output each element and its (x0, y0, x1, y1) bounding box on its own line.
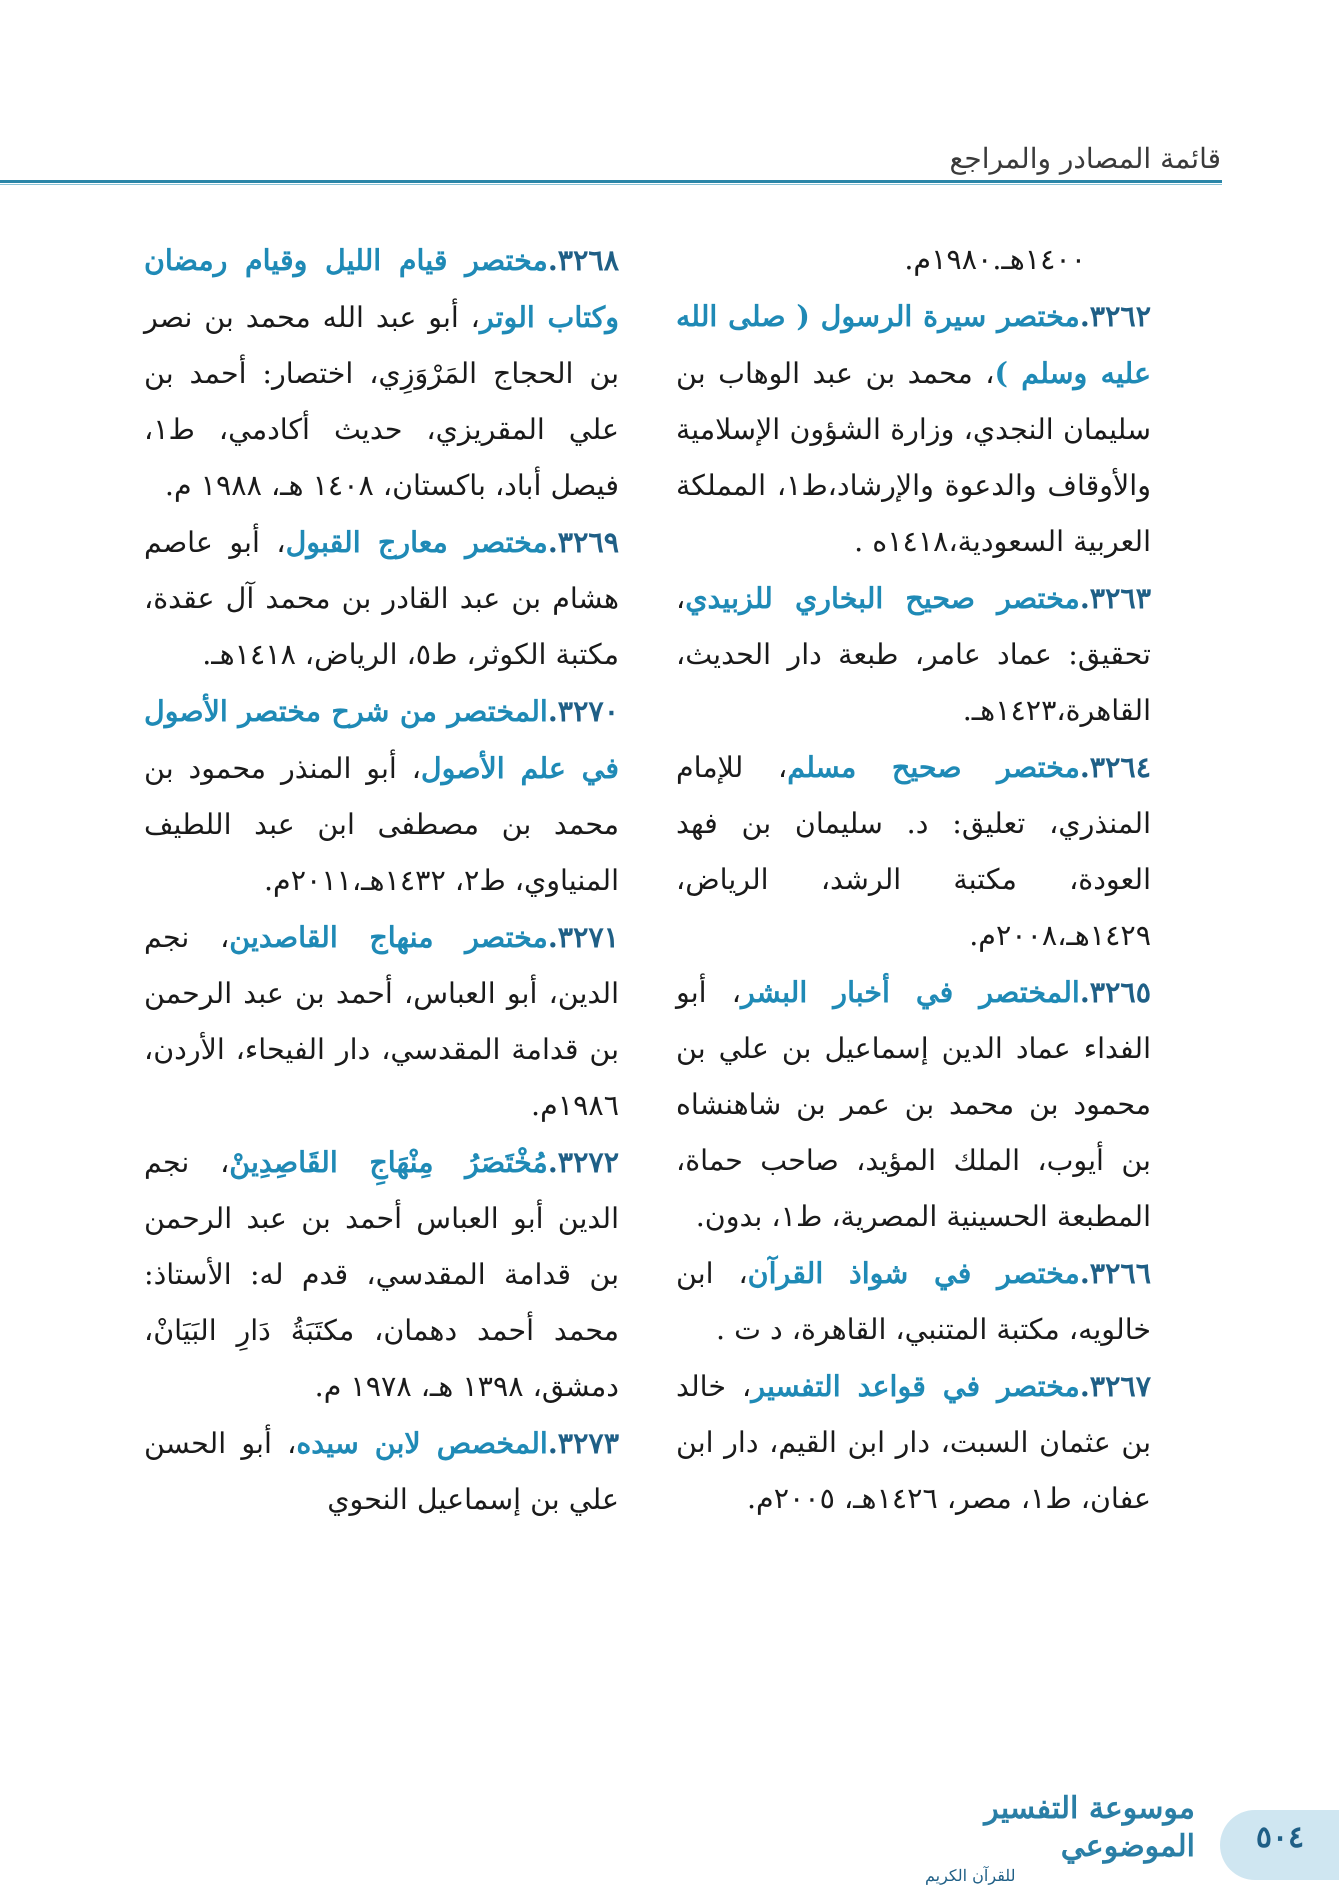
right-column (676, 232, 1151, 1527)
bibliography-entry (676, 1358, 1151, 1527)
entry-title: مختصر منهاج القاصدين (229, 920, 548, 954)
entry-title: مختصر صحيح البخاري للزبيدي (685, 581, 1080, 615)
entry-number: ٣٢٧١. (547, 920, 619, 954)
entry-title: مختصر سيرة الرسول ( صلى الله عليه وسلم ) (676, 299, 1151, 390)
entry-title: مُخْتَصَرُ مِنْهَاجِ القَاصِدِينْ (229, 1145, 548, 1179)
entry-details: ، أبو المنذر محمود بن محمد بن مصطفى ابن عبد اللطيف المنياوي، ط٢، ١٤٣٢هـ،٢٠١١م. (144, 752, 619, 897)
entry-title: المختصر في أخبار البشر (740, 975, 1080, 1009)
bibliography-entry (676, 288, 1151, 570)
bibliography-entry (676, 1245, 1151, 1358)
entry-number: ٣٢٧٢. (547, 1145, 619, 1179)
bibliography-entry (144, 1415, 619, 1528)
entry-number: ٣٢٧٣. (547, 1426, 620, 1460)
logo-subtext: للقرآن الكريم (925, 1866, 1016, 1885)
entry-details: ، أبو عاصم هشام بن عبد القادر بن محمد آل عقدة، مكتبة الكوثر، ط٥، الرياض، ١٤١٨هـ. (144, 526, 619, 671)
entry-number: ٣٢٧٠. (547, 694, 619, 728)
bibliography-entry (676, 964, 1151, 1245)
bibliography-entry (144, 683, 619, 909)
entry-number: ٣٢٦٥. (1079, 975, 1151, 1009)
entry-details: ، تحقيق: عماد عامر، طبعة دار الحديث، القاهرة،١٤٢٣هـ. (676, 582, 1151, 727)
entry-number: ٣٢٦٤. (1079, 750, 1152, 784)
continued-text: ١٤٠٠هـ.١٩٨٠م. (904, 243, 1086, 276)
bibliography-entry (144, 1134, 619, 1415)
entry-number: ٣٢٦٧. (1079, 1369, 1151, 1403)
entry-details: ، أبو الحسن علي بن إسماعيل النحوي (144, 1427, 619, 1516)
entry-details: ، للإمام المنذري، تعليق: د. سليمان بن فهد العودة، مكتبة الرشد، الرياض، ١٤٢٩هـ،٢٠٠٨م. (676, 751, 1151, 952)
entry-details: ، أبو الفداء عماد الدين إسماعيل بن علي بن محمود بن محمد بن عمر بن شاهنشاه بن أيوب، الملك المؤيد، صاحب حماة، المطبعة الحسينية المصرية، ط١، بدون. (676, 976, 1151, 1233)
left-column (144, 232, 619, 1528)
running-header-title: قائمة المصادر والمراجع (949, 142, 1221, 175)
bibliography-entry (144, 909, 619, 1134)
encyclopedia-logo (925, 1791, 1195, 1885)
bibliography-entry (676, 570, 1151, 739)
entry-details: ، محمد بن عبد الوهاب بن سليمان النجدي، وزارة الشؤون الإسلامية والأوقاف والدعوة والإرشاد،ط١، المملكة العربية السعودية،١٤١٨ه . (676, 357, 1151, 558)
logo-text: موسوعة التفسير الموضوعي (984, 1791, 1195, 1864)
entry-details: ، نجم الدين، أبو العباس، أحمد بن عبد الرحمن بن قدامة المقدسي، دار الفيحاء، الأردن، ١٩٨٦م. (144, 921, 619, 1122)
entry-number: ٣٢٦٢. (1079, 299, 1151, 333)
entry-details: ، خالد بن عثمان السبت، دار ابن القيم، دار ابن عفان، ط١، مصر، ١٤٢٦هـ، ٢٠٠٥م. (676, 1370, 1151, 1515)
entry-title: مختصر قيام الليل وقيام رمضان وكتاب الوتر (144, 243, 619, 334)
entry-number: ٣٢٦٩. (547, 525, 619, 559)
entry-title: مختصر في قواعد التفسير (751, 1369, 1080, 1403)
bibliography-entry (676, 739, 1151, 964)
entry-details: ، نجم الدين أبو العباس أحمد بن عبد الرحمن بن قدامة المقدسي، قدم له: الأستاذ: محمد أحمد دهمان، مكتَبَةُ دَارِ البَيَانْ، دمشق، ١٣٩٨ هـ، ١٩٧٨ م. (144, 1146, 619, 1403)
bibliography-entry (144, 232, 619, 514)
entry-title: المخصص لابن سيده (296, 1426, 548, 1460)
entry-title: مختصر صحيح مسلم (787, 750, 1080, 784)
entry-number: ٣٢٦٨. (547, 243, 619, 277)
entry-number: ٣٢٦٦. (1079, 1256, 1151, 1290)
bibliography-entry (144, 514, 619, 683)
entry-title: المختصر من شرح مختصر الأصول في علم الأصول (144, 694, 619, 785)
header-rule-thin (0, 184, 1222, 185)
entry-title: مختصر في شواذ القرآن (747, 1256, 1080, 1290)
entry-title: مختصر معارج القبول (285, 525, 548, 559)
entry-details: ، أبو عبد الله محمد بن نصر بن الحجاج المَرْوَزِي، اختصار: أحمد بن علي المقريزي، حديث أكادمي، ط١، فيصل أباد، باكستان، ١٤٠٨ هـ، ١٩٨٨ م. (144, 301, 619, 502)
page-number: ٥٠٤ (1255, 1820, 1305, 1855)
entry-details: ، ابن خالويه، مكتبة المتنبي، القاهرة، د ت . (676, 1257, 1151, 1346)
header-rule (0, 180, 1222, 183)
entry-number: ٣٢٦٣. (1079, 581, 1151, 615)
